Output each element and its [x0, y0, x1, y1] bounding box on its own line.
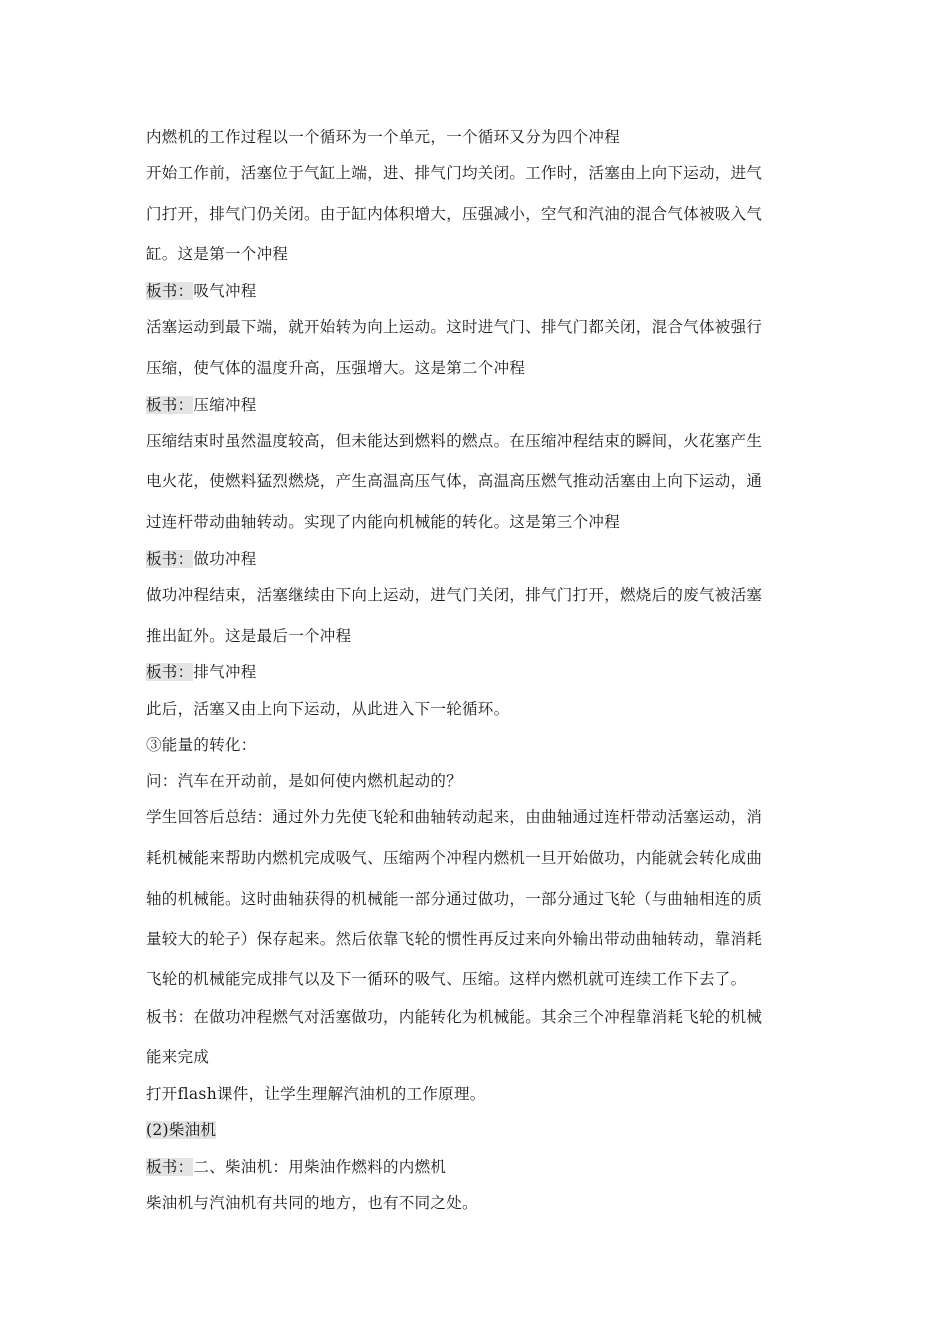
paragraph-line: 板书：在做功冲程燃气对活塞做功，内能转化为机械能。其余三个冲程靠消耗飞轮的机械 — [146, 1008, 763, 1026]
paragraph-line: 此后，活塞又由上向下运动，从此进入下一轮循环。 — [146, 700, 510, 718]
paragraph-line: 耗机械能来帮助内燃机完成吸气、压缩两个冲程内燃机一旦开始做功，内能就会转化成曲 — [146, 849, 763, 867]
board-text: 做功冲程 — [193, 550, 257, 568]
board-text: 排气冲程 — [193, 663, 257, 681]
paragraph-line: 压缩，使气体的温度升高，压强增大。这是第二个冲程 — [146, 359, 526, 377]
paragraph-line: 电火花，使燃料猛烈燃烧，产生高温高压气体，高温高压燃气推动活塞由上向下运动，通 — [146, 472, 763, 490]
board-label: 板书： — [146, 282, 194, 300]
paragraph-line: 开始工作前，活塞位于气缸上端，进、排气门均关闭。工作时，活塞由上向下运动，进气 — [146, 164, 763, 182]
paragraph-line: 门打开，排气门仍关闭。由于缸内体积增大，压强减小，空气和汽油的混合气体被吸入气 — [146, 205, 763, 223]
board-label: 板书： — [146, 550, 194, 568]
subsection-heading — [146, 1119, 216, 1141]
paragraph-line: 轴的机械能。这时曲轴获得的机械能一部分通过做功，一部分通过飞轮（与曲轴相连的质 — [146, 890, 763, 908]
paragraph-line: 学生回答后总结：通过外力先使飞轮和曲轴转动起来，由曲轴通过连杆带动活塞运动，消 — [146, 808, 763, 826]
board-label: 板书： — [146, 396, 194, 414]
board-note — [146, 548, 257, 570]
subsection-label: (2)柴油机 — [146, 1121, 217, 1139]
board-text: 压缩冲程 — [193, 396, 257, 414]
paragraph-line: 能来完成 — [146, 1048, 210, 1066]
paragraph-line: 量较大的轮子）保存起来。然后依靠飞轮的惯性再反过来向外输出带动曲轴转动，靠消耗 — [146, 930, 763, 948]
paragraph-line: 过连杆带动曲轴转动。实现了内能向机械能的转化。这是第三个冲程 — [146, 513, 621, 531]
section-heading: ③能量的转化： — [146, 736, 257, 754]
question-line: 问：汽车在开动前，是如何使内燃机起动的？ — [146, 772, 463, 790]
paragraph-line: 压缩结束时虽然温度较高，但未能达到燃料的燃点。在压缩冲程结束的瞬间，火花塞产生 — [146, 432, 763, 450]
paragraph-line: 飞轮的机械能完成排气以及下一循环的吸气、压缩。这样内燃机就可连续工作下去了。 — [146, 970, 747, 988]
paragraph-line: 做功冲程结束，活塞继续由下向上运动，进气门关闭，排气门打开，燃烧后的废气被活塞 — [146, 586, 763, 604]
board-label: 板书： — [146, 663, 194, 681]
paragraph-line: 打开flash课件，让学生理解汽油机的工作原理。 — [146, 1085, 486, 1103]
board-note — [146, 1156, 446, 1178]
board-note — [146, 394, 257, 416]
board-text: 二、柴油机：用柴油作燃料的内燃机 — [193, 1158, 447, 1176]
board-note — [146, 661, 257, 683]
board-label: 板书： — [146, 1158, 194, 1176]
paragraph-line: 活塞运动到最下端，就开始转为向上运动。这时进气门、排气门都关闭，混合气体被强行 — [146, 318, 763, 336]
board-text: 吸气冲程 — [193, 282, 257, 300]
paragraph-line: 缸。这是第一个冲程 — [146, 245, 289, 263]
paragraph-line: 推出缸外。这是最后一个冲程 — [146, 627, 352, 645]
paragraph-line: 内燃机的工作过程以一个循环为一个单元，一个循环又分为四个冲程 — [146, 128, 621, 146]
paragraph-line: 柴油机与汽油机有共同的地方，也有不同之处。 — [146, 1194, 478, 1212]
board-note — [146, 280, 257, 302]
